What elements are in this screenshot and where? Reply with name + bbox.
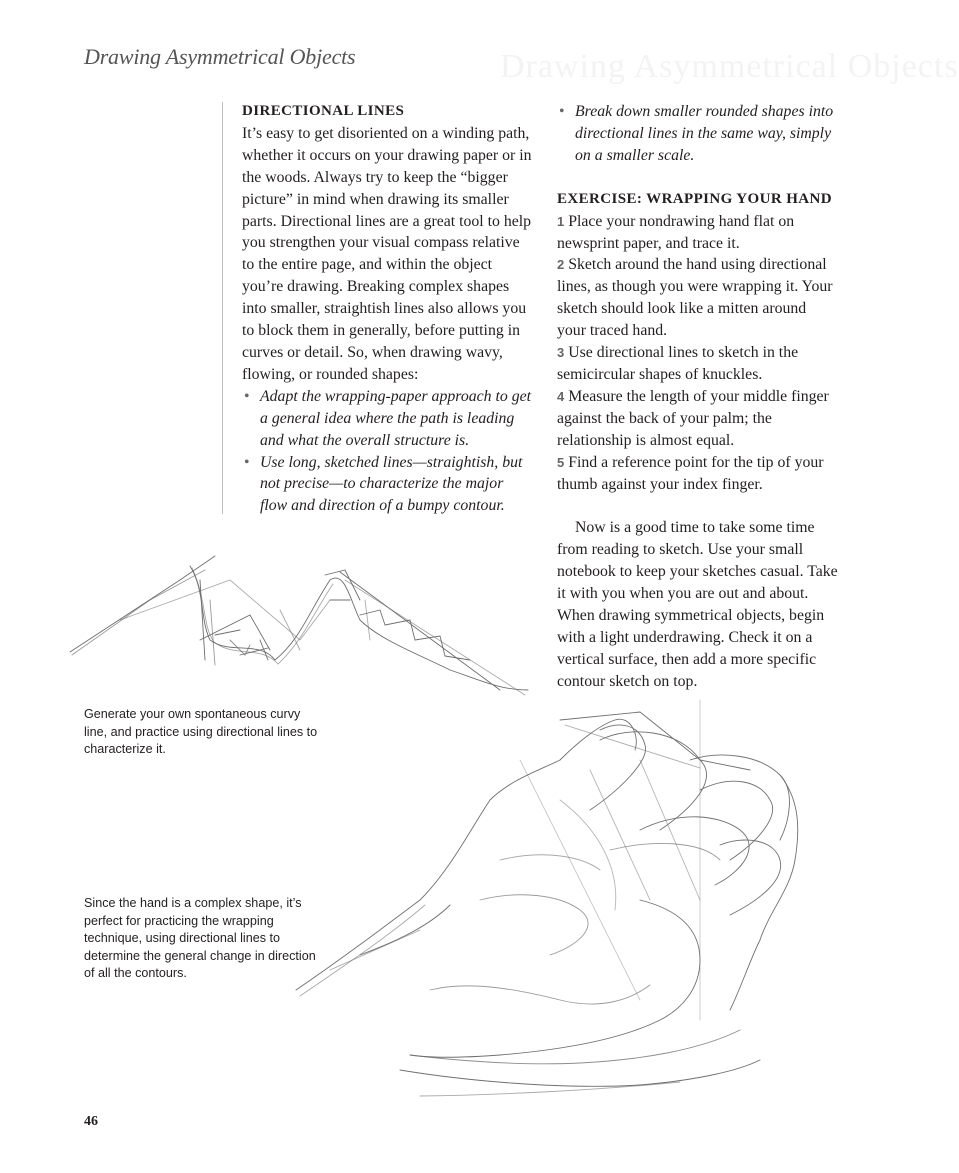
exercise-heading: EXERCISE: WRAPPING YOUR HAND (557, 190, 832, 207)
step-text: Place your nondrawing hand flat on newsprint paper, and trace it. (557, 212, 795, 252)
step-number: 2 (557, 257, 565, 273)
bullet-item: • Adapt the wrapping-paper approach to get a general idea where the path is leading and what the overall structure is. (242, 386, 532, 452)
page-number: 46 (84, 1114, 98, 1129)
bullet-item: • Use long, sketched lines—straightish, but not precise—to characterize the major flow and direction of a bumpy contour. (242, 452, 532, 518)
hand-caption: Since the hand is a complex shape, it’s perfect for practicing the wrapping technique, using directional lines to determine the general change in direction of all the contours. (84, 896, 316, 980)
bullet-item: • Break down smaller rounded shapes into directional lines in the same way, simply on a smaller scale. (557, 101, 839, 167)
step-text: Use directional lines to sketch in the semicircular shapes of knuckles. (557, 344, 799, 383)
step-number: 1 (557, 213, 565, 229)
ghost-title-bleed: Drawing Asymmetrical Objects (500, 48, 959, 85)
step-text: Sketch around the hand using directional lines, as though you were wrapping it. Your sketch should look like a mitten around your traced hand. (557, 256, 833, 340)
step-number: 4 (557, 388, 565, 404)
step-number: 5 (557, 454, 565, 470)
section-heading: DIRECTIONAL LINES (242, 103, 405, 119)
step-text: Find a reference point for the tip of your thumb against your index finger. (557, 453, 824, 493)
curvy-line-caption: Generate your own spontaneous curvy line, and practice using directional lines to characterize it. (84, 707, 318, 756)
closing-paragraph: Now is a good time to take some time from reading to sketch. Use your small notebook to keep your sketches casual. Take it with you when you are out and about. When drawing symmetrical objects, begin with a light underdrawing. Check it on a vertical surface, then add a more specific contour sketch on top. (557, 519, 838, 690)
section-body: It’s easy to get disoriented on a winding path, whether it occurs on your drawing paper or in the woods. Always try to keep the “bigger picture” in mind when drawing its smaller parts. Directional lines are a great tool to help you strengthen your visual compass relative to the entire page, and within the object you’re drawing. Breaking complex shapes into smaller, straightish lines also allows you to block them in generally, before putting in curves or detail. So, when drawing wavy, flowing, or rounded shapes: (242, 124, 532, 383)
running-head: Drawing Asymmetrical Objects (84, 44, 356, 69)
step-text: Measure the length of your middle finger against the back of your palm; the relationship is almost equal. (557, 387, 829, 449)
step-number: 3 (557, 345, 565, 361)
